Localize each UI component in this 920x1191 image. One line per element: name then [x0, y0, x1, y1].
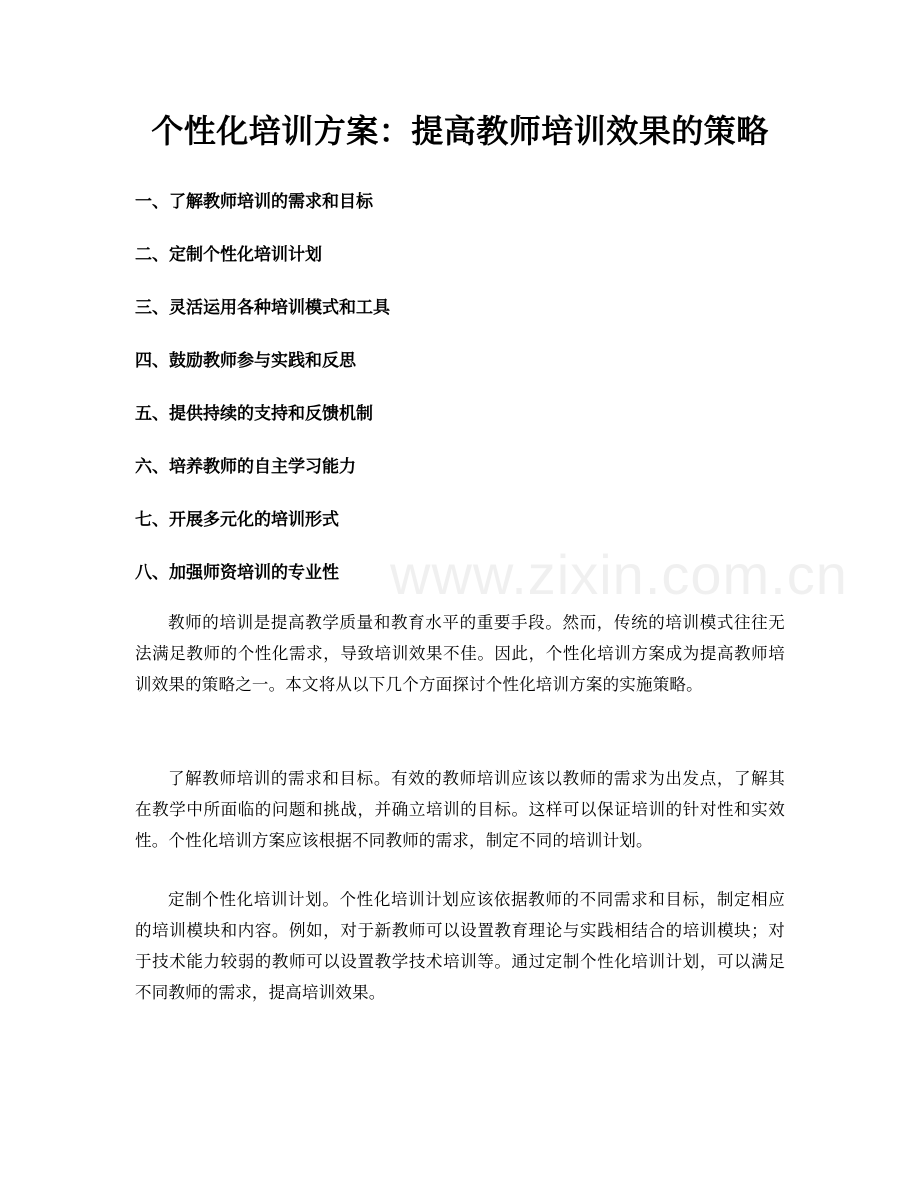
toc-item-6: 六、培养教师的自主学习能力 — [135, 457, 356, 477]
toc-item-7: 七、开展多元化的培训形式 — [135, 510, 339, 530]
document-title: 个性化培训方案：提高教师培训效果的策略 — [151, 112, 769, 150]
paragraph-intro: 教师的培训是提高教学质量和教育水平的重要手段。然而，传统的培训模式往往无法满足教师的个性化需求，导致培训效果不佳。因此，个性化培训方案成为提高教师培训效果的策略之一。本文将从以下几个方面探讨个性化培训方案的实施策略。 — [135, 613, 785, 694]
toc-item-4: 四、鼓励教师参与实践和反思 — [135, 351, 356, 371]
toc-item-5: 五、提供持续的支持和反馈机制 — [135, 404, 373, 424]
toc-item-3: 三、灵活运用各种培训模式和工具 — [135, 298, 390, 318]
toc-item-2: 二、定制个性化培训计划 — [135, 245, 322, 265]
paragraph-plan: 定制个性化培训计划。个性化培训计划应该依据教师的不同需求和目标，制定相应的培训模块和内容。例如，对于新教师可以设置教育理论与实践相结合的培训模块；对于技术能力较弱的教师可以设置教学技术培训等。通过定制个性化培训计划，可以满足不同教师的需求，提高培训效果。 — [135, 890, 785, 1002]
toc-item-8: 八、加强师资培训的专业性 — [135, 563, 339, 583]
toc-item-1: 一、了解教师培训的需求和目标 — [135, 192, 373, 212]
paragraph-needs: 了解教师培训的需求和目标。有效的教师培训应该以教师的需求为出发点，了解其在教学中所面临的问题和挑战，并确立培训的目标。这样可以保证培训的针对性和实效性。个性化培训方案应该根据不同教师的需求，制定不同的培训计划。 — [135, 769, 785, 850]
watermark: www.zixin.com.cn — [390, 543, 848, 606]
